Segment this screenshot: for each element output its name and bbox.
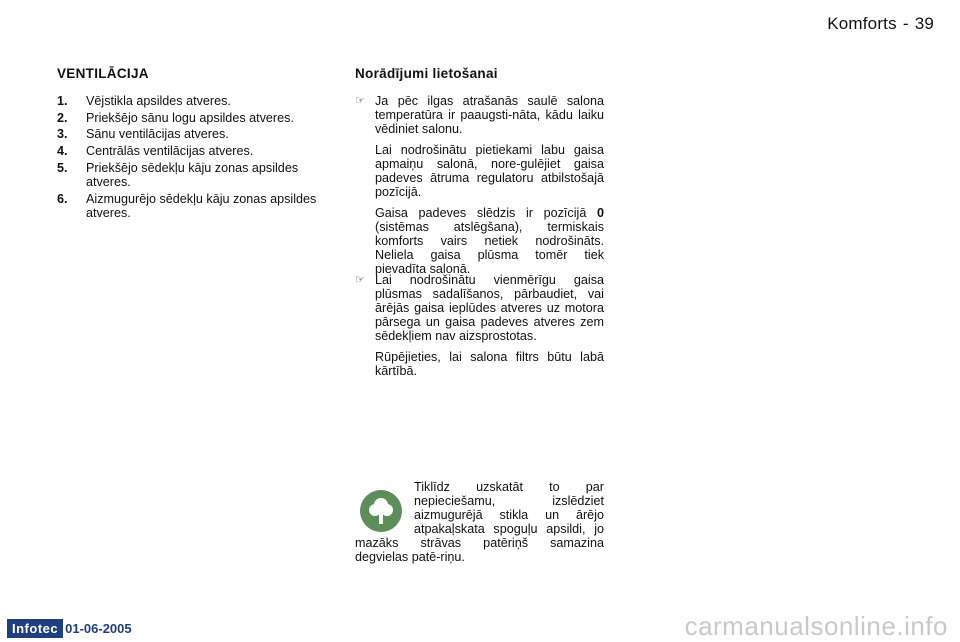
item-number: 3. xyxy=(57,127,68,142)
item-number: 5. xyxy=(57,160,68,175)
item-number: 2. xyxy=(57,110,68,125)
usage-tips-title: Norādījumi lietošanai xyxy=(355,66,498,81)
list-item xyxy=(57,94,319,109)
infotec-logo: Infotec xyxy=(7,619,63,638)
pointing-hand-icon: ☞ xyxy=(355,274,365,286)
list-item xyxy=(57,144,319,159)
item-text: Priekšējo sēdekļu kāju zonas apsildes atveres. xyxy=(86,160,299,190)
pointing-hand-icon: ☞ xyxy=(355,95,365,107)
tip-bullet-2 xyxy=(355,273,604,385)
ventilation-section xyxy=(57,66,319,223)
tip-paragraph xyxy=(375,206,604,276)
list-item xyxy=(57,127,319,142)
tip-paragraph: Lai nodrošinātu vienmērīgu gaisa plūsmas sadalīšanos, pārbaudiet, vai ārējās gaisa ieplūdes atveres uz motora pārsega un gaisa padeves atveres zem sēdekļiem nav aizsprostotas. xyxy=(375,273,604,343)
eco-note xyxy=(355,480,604,564)
item-text: Vējstikla apsildes atveres. xyxy=(86,94,231,108)
list-item xyxy=(57,192,319,221)
tip-text: (sistēmas atslēgšana), termiskais komforts vairs netiek nodrošināts. Neliela gaisa plūsma tomēr tiek pievadīta salonā. xyxy=(375,220,604,276)
list-item xyxy=(57,161,319,190)
tip-bullet-1 xyxy=(355,94,604,283)
page-number: 39 xyxy=(914,14,934,33)
ventilation-title: VENTILĀCIJA xyxy=(57,66,149,81)
item-text: Priekšējo sānu logu apsildes atveres. xyxy=(86,110,294,125)
header-separator: - xyxy=(902,14,909,33)
usage-tips-section xyxy=(355,66,604,378)
item-text: Aizmugurējo sēdekļu kāju zonas apsildes atveres. xyxy=(86,191,317,221)
item-number: 6. xyxy=(57,191,68,206)
list-item xyxy=(57,111,319,126)
watermark: carmanualsonline.info xyxy=(684,611,948,641)
eco-note-text: Tiklīdz uzskatāt to par nepieciešamu, izslēdziet aizmugurējā stikla un ārējo atpakaļskata spoguļu apsildi, jo mazāks strāvas patēriņš samazina degvielas patē-riņu. xyxy=(355,480,604,564)
footer xyxy=(7,619,132,638)
tip-paragraph: Rūpējieties, lai salona filtrs būtu labā kārtībā. xyxy=(375,350,604,378)
item-text: Sānu ventilācijas atveres. xyxy=(86,127,229,142)
tip-text: Gaisa padeves slēdzis ir pozīcijā xyxy=(375,206,597,220)
page-header xyxy=(827,14,934,34)
tree-icon xyxy=(360,490,402,532)
item-number: 4. xyxy=(57,144,68,159)
tip-paragraph: Ja pēc ilgas atrašanās saulē salona temperatūra ir paaugsti-nāta, kādu laiku vēdiniet salonu. xyxy=(375,94,604,136)
item-text: Centrālās ventilācijas atveres. xyxy=(86,144,254,159)
tip-paragraph: Lai nodrošinātu pietiekami labu gaisa apmaiņu salonā, nore-gulējiet gaisa padeves ātruma regulatoru atbilstošajā pozīcijā. xyxy=(375,143,604,199)
section-name: Komforts xyxy=(827,14,897,33)
switch-position: 0 xyxy=(596,206,604,220)
footer-date: 01-06-2005 xyxy=(65,621,132,636)
item-number: 1. xyxy=(57,94,68,108)
